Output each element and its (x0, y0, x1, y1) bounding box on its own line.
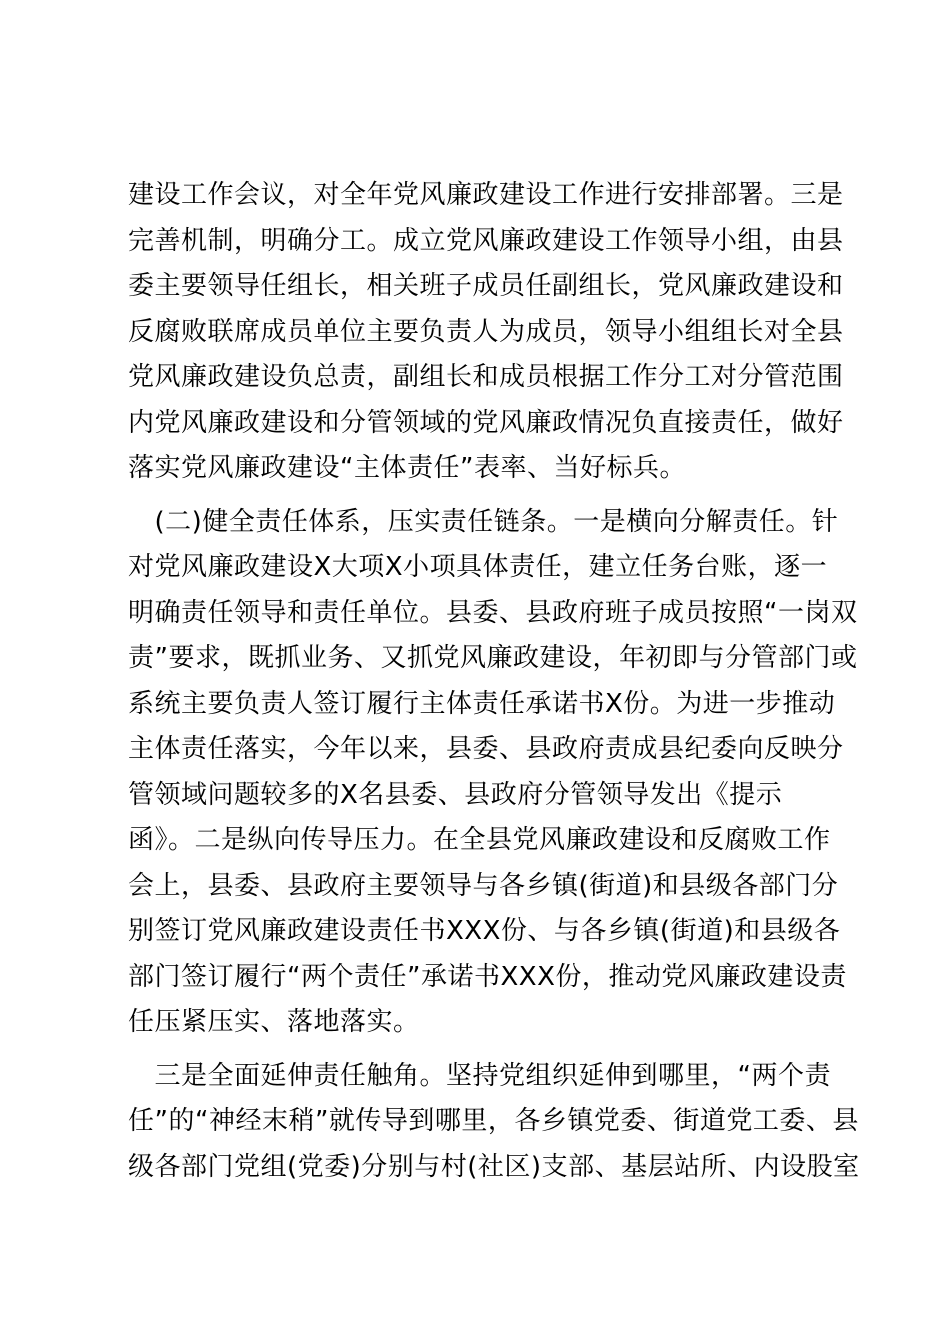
body-line: 落实党风廉政建设“主体责任”表率、当好标兵。 (128, 453, 686, 483)
body-line: 内党风廉政建设和分管领域的党风廉政情况负直接责任，做好 (128, 407, 844, 438)
body-line: 别签订党风廉政建设责任书XXX份、与各乡镇(街道)和县级各 (128, 916, 841, 946)
body-line: 级各部门党组(党委)分别与村(社区)支部、基层站所、内设股室 (128, 1151, 860, 1182)
body-line: 明确责任领导和责任单位。县委、县政府班子成员按照“一岗双 (128, 597, 858, 628)
body-line: 责”要求，既抓业务、又抓党风廉政建设，年初即与分管部门或 (128, 643, 858, 673)
body-line: 委主要领导任组长，相关班子成员任副组长，党风廉政建设和 (128, 271, 844, 301)
body-line: 部门签订履行“两个责任”承诺书XXX份，推动党风廉政建设责 (128, 961, 847, 992)
body-line: 任压紧压实、落地落实。 (128, 1007, 420, 1037)
paragraph-gap (128, 492, 833, 500)
body-line: 主体责任落实，今年以来，县委、县政府责成县纪委向反映分 (128, 734, 844, 764)
body-line: 任”的“神经末稍”就传导到哪里，各乡镇党委、街道党工委、县 (128, 1106, 859, 1136)
body-line: 函》。二是纵向传导压力。在全县党风廉政建设和反腐败工作 (128, 825, 831, 855)
body-line: (二)健全责任体系，压实责任链条。一是横向分解责任。针 (128, 506, 839, 537)
body-line: 三是全面延伸责任触角。坚持党组织延伸到哪里，“两个责 (128, 1060, 831, 1091)
body-line: 对党风廉政建设X大项X小项具体责任，建立任务台账，逐一 (128, 552, 828, 582)
body-line: 反腐败联席成员单位主要负责人为成员，领导小组组长对全县 (128, 316, 844, 347)
body-line: 会上，县委、县政府主要领导与各乡镇(街道)和县级各部门分 (128, 870, 839, 901)
paragraph-gap (128, 1046, 833, 1054)
body-line: 系统主要负责人签订履行主体责任承诺书X份。为进一步推动 (128, 688, 836, 719)
document-body (128, 173, 860, 1190)
body-line: 管领域问题较多的X名县委、县政府分管领导发出《提示 (128, 779, 783, 810)
body-line: 完善机制，明确分工。成立党风廉政建设工作领导小组，由县 (128, 225, 844, 256)
body-line: 党风廉政建设负总责，副组长和成员根据工作分工对分管范围 (128, 362, 844, 392)
body-line: 建设工作会议，对全年党风廉政建设工作进行安排部署。三是 (128, 180, 844, 210)
